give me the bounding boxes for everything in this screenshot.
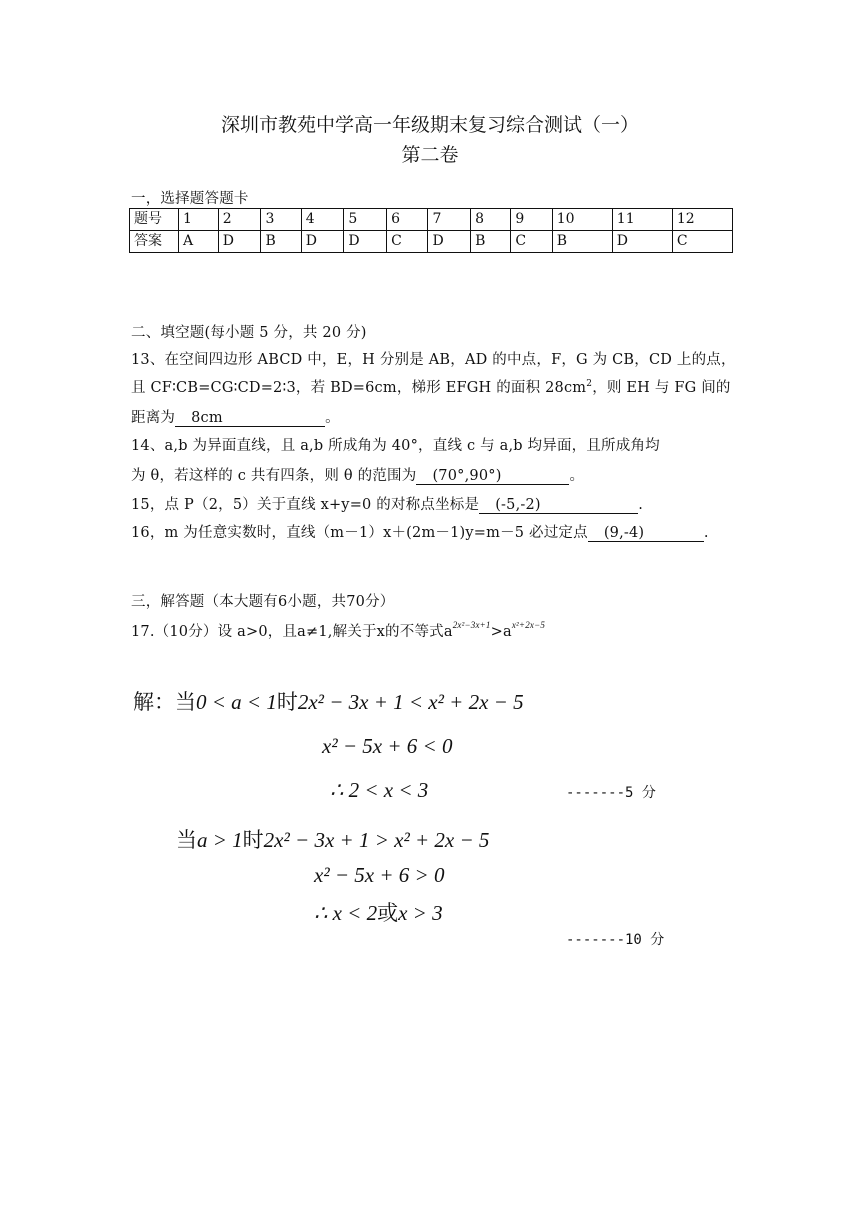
case2-step xyxy=(314,863,444,888)
answer-cell: B xyxy=(261,231,301,253)
case1-result xyxy=(330,778,428,803)
q13-line2-text: 且 CF∶CB=CG∶CD=2∶3，若 BD=6cm，梯形 EFGH 的面积 28cm xyxy=(131,380,587,396)
case2-result xyxy=(314,897,443,927)
case2-or: 或 xyxy=(377,901,399,925)
answer-cell: A xyxy=(179,231,219,253)
question-number: 7 xyxy=(428,209,471,231)
page-subtitle: 第二卷 xyxy=(401,144,459,166)
case1-step-expr: x² − 5x + 6 < 0 xyxy=(322,734,453,758)
q16-text: 16，m 为任意实数时，直线（m－1）x＋(2m－1)y=m－5 必过定点 xyxy=(131,525,588,541)
q16-line xyxy=(131,521,709,542)
q17-statement xyxy=(131,620,545,641)
q15-end: . xyxy=(638,497,643,513)
q15-line xyxy=(131,493,643,514)
answer-cell: D xyxy=(344,231,387,253)
section3-heading: 三，解答题（本大题有6小题，共70分） xyxy=(131,594,395,610)
q13-line1: 13、在空间四边形 ABCD 中，E，H 分别是 AB，AD 的中点，F，G 为 CB，CD 上的点， xyxy=(131,352,736,368)
q13-line2-text-end: ，则 EH 与 FG 间的 xyxy=(592,380,731,396)
answer-cell: C xyxy=(387,231,428,253)
table-row xyxy=(130,231,733,253)
q14-line2-text: 为 θ，若这样的 c 共有四条，则 θ 的范围为 xyxy=(131,468,417,484)
q14-answer-blank: (70°,90°) xyxy=(416,469,569,485)
solution-label: 解： xyxy=(133,690,175,714)
answer-card-table xyxy=(129,208,733,253)
q17-text: 17.（10分）设 a>0，且a≠1,解关于x的不等式a xyxy=(131,624,453,640)
case1-word: 当 xyxy=(175,690,196,714)
case1-result-expr: ∴ 2 < x < 3 xyxy=(330,778,429,802)
section2-heading: 二、填空题(每小题 5 分，共 20 分) xyxy=(131,325,367,341)
answer-cell: D xyxy=(428,231,471,253)
case2-when: 时 xyxy=(242,828,264,852)
section1-heading: 一，选择题答题卡 xyxy=(131,191,249,207)
answer-cell: D xyxy=(218,231,261,253)
question-number: 10 xyxy=(552,209,612,231)
score-mark-5: -------5 分 xyxy=(566,785,656,801)
solution-case1-line xyxy=(133,686,524,716)
question-number: 4 xyxy=(301,209,344,231)
question-number: 12 xyxy=(672,209,732,231)
answer-cell: B xyxy=(471,231,511,253)
question-number: 5 xyxy=(344,209,387,231)
answer-cell: B xyxy=(552,231,612,253)
answer-cell: C xyxy=(672,231,732,253)
question-number: 1 xyxy=(179,209,219,231)
score-mark-10: -------10 分 xyxy=(566,932,665,948)
case2-result-b: x > 3 xyxy=(398,901,443,925)
case2-step-expr: x² − 5x + 6 > 0 xyxy=(314,863,445,887)
answer-cell: C xyxy=(511,231,552,253)
answer-cell: D xyxy=(301,231,344,253)
q15-text: 15，点 P（2，5）关于直线 x+y=0 的对称点坐标是 xyxy=(131,497,480,513)
q17-exponent-2: x²+2x−5 xyxy=(511,620,546,630)
q17-exponent-1: 2x²−3x+1 xyxy=(452,620,491,630)
q13-line3-end: 。 xyxy=(325,410,340,426)
q14-line2 xyxy=(131,464,584,485)
question-number: 3 xyxy=(261,209,301,231)
question-number: 9 xyxy=(511,209,552,231)
q15-answer-blank: (-5,-2) xyxy=(479,498,638,514)
solution-case2-line xyxy=(176,824,489,854)
q14-line2-end: 。 xyxy=(569,468,585,484)
case2-result-a: ∴ x < 2 xyxy=(314,901,378,925)
q17-relation: >a xyxy=(490,624,512,640)
q16-answer-blank: (9,-4) xyxy=(588,526,704,542)
case1-when: 时 xyxy=(276,690,298,714)
question-number: 2 xyxy=(218,209,261,231)
q13-line2 xyxy=(131,376,731,397)
page-title: 深圳市教苑中学高一年级期末复习综合测试（一） xyxy=(220,114,639,136)
case1-step xyxy=(322,734,452,759)
case2-word: 当 xyxy=(176,828,197,852)
q13-area-exponent: 2 xyxy=(586,379,593,389)
q13-line3 xyxy=(131,406,340,427)
question-number: 11 xyxy=(612,209,672,231)
case1-inequality: 2x² − 3x + 1 < x² + 2x − 5 xyxy=(297,690,524,714)
question-number: 8 xyxy=(471,209,511,231)
row-label-number: 题号 xyxy=(130,209,179,231)
q14-line1: 14、a,b 为异面直线，且 a,b 所成角为 40°，直线 c 与 a,b 均异面，且所成角均 xyxy=(131,438,660,454)
question-number: 6 xyxy=(387,209,428,231)
row-label-answer: 答案 xyxy=(130,231,179,253)
q16-end: . xyxy=(703,525,709,541)
answer-cell: D xyxy=(612,231,672,253)
case2-inequality: 2x² − 3x + 1 > x² + 2x − 5 xyxy=(263,828,490,852)
q13-line3-text: 距离为 xyxy=(131,410,176,426)
q13-answer-blank: 8cm xyxy=(175,411,325,427)
table-row xyxy=(130,209,733,231)
case2-condition: a > 1 xyxy=(197,828,243,852)
case1-condition: 0 < a < 1 xyxy=(196,690,277,714)
